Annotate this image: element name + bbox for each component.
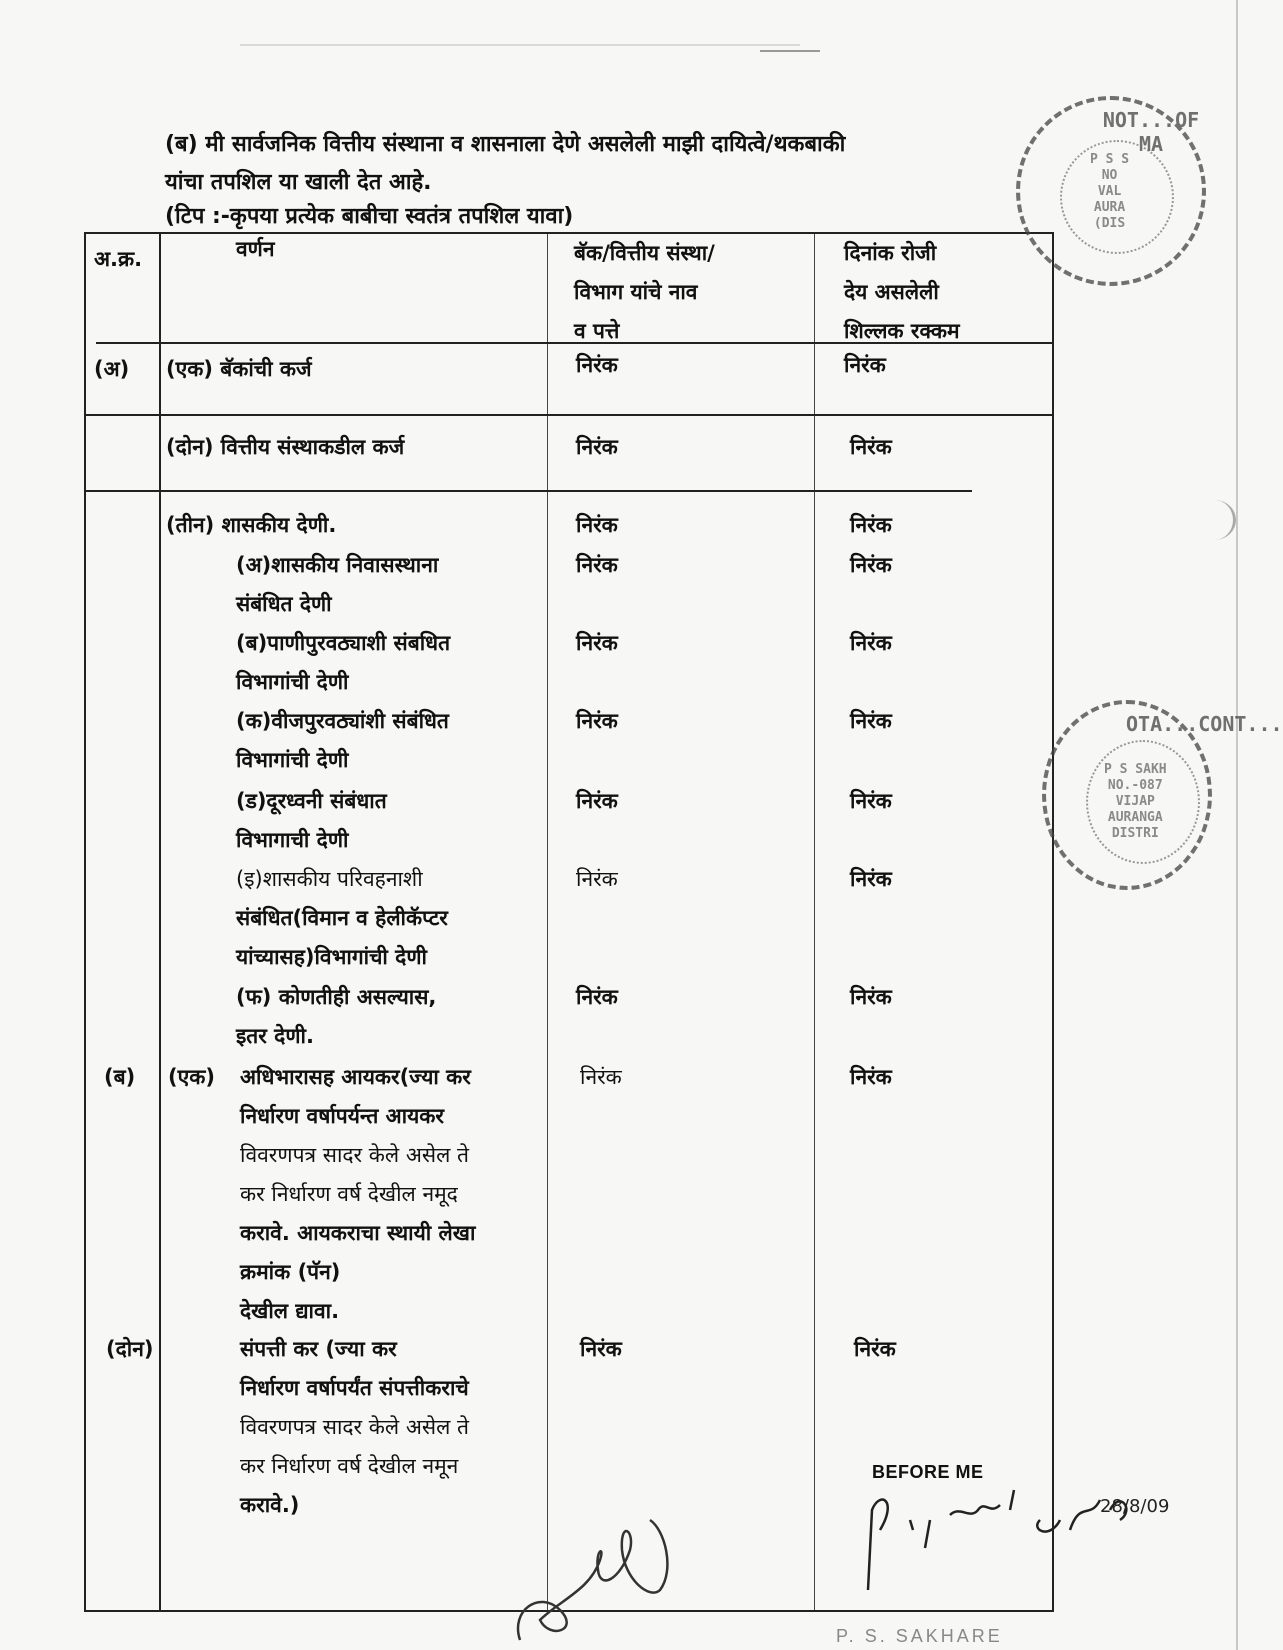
row-description: (फ) कोणतीही असल्यास, इतर देणी. [236, 985, 437, 1048]
scan-artifact [240, 44, 800, 50]
row-institution: निरंक [576, 513, 618, 537]
binder-hole [1193, 500, 1236, 540]
row-institution: निरंक [580, 1337, 622, 1361]
row-institution: निरंक [576, 553, 618, 577]
row-divider [86, 490, 972, 492]
row-balance: निरंक [850, 631, 892, 655]
header-institution: बॅक/वित्तीय संस्था/ विभाग यांचे नाव व पत्ते [574, 241, 715, 343]
row-institution: निरंक [576, 709, 618, 733]
header-balance: दिनांक रोजी देय असलेली शिल्लक रक्कम [844, 241, 960, 343]
row-balance: निरंक [850, 435, 892, 459]
header-serial: अ.क्र. [94, 247, 143, 271]
heading-line-2: यांचा तपशिल या खाली देत आहे. [165, 170, 432, 195]
row-institution: निरंक [580, 1065, 622, 1089]
row-description: (तीन) शासकीय देणी. [166, 513, 337, 537]
col-divider [547, 234, 548, 1610]
row-description: (दोन) वित्तीय संस्थाकडील कर्ज [166, 435, 405, 459]
liabilities-table [84, 232, 1054, 1612]
row-balance: निरंक [850, 709, 892, 733]
row-description: (ड)दूरध्वनी संबंधात विभागाची देणी [236, 789, 387, 852]
stamp-lines: P S S NO VAL AURA (DIS [1090, 152, 1130, 231]
signature-notary [850, 1480, 1170, 1600]
row-balance: निरंक [850, 553, 892, 577]
row-serial: (अ) [94, 357, 130, 381]
row-institution: निरंक [576, 985, 618, 1009]
row-serial: (दोन) [106, 1337, 154, 1361]
row-balance: निरंक [850, 789, 892, 813]
section-heading [165, 126, 845, 202]
row-description: (ब)पाणीपुरवठ्याशी संबधित विभागांची देणी [236, 631, 451, 694]
row-balance: निरंक [854, 1337, 896, 1361]
row-sub-serial: (एक) [168, 1065, 215, 1089]
notary-stamp-middle [1042, 700, 1283, 890]
row-balance: निरंक [850, 867, 892, 891]
row-description: (इ)शासकीय परिवहनाशी संबंधित(विमान व हेलीकॅप्टर यांच्यासह)विभागांची देणी [236, 867, 448, 969]
heading-line-1: (ब) मी सार्वजनिक वित्तीय संस्थाना व शासनाला देणे असलेली माझी दायित्वे/थकबाकी [165, 132, 846, 157]
header-description: वर्णन [236, 237, 275, 261]
stamp-ring-text: NOT...OF MA [1102, 108, 1200, 156]
row-institution: निरंक [576, 435, 618, 459]
scan-artifact [760, 50, 820, 52]
row-description: (अ)शासकीय निवासस्थाना संबंधित देणी [236, 553, 439, 616]
row-institution: निरंक [576, 789, 618, 813]
stamp-lines: P S SAKH NO.-087 VIJAP AURANGA DISTRI [1104, 762, 1167, 841]
col-divider [814, 234, 815, 1610]
row-institution: निरंक [576, 353, 618, 377]
notary-name: P. S. SAKHARE [836, 1626, 1003, 1646]
row-institution: निरंक [576, 867, 618, 891]
row-serial: (ब) [104, 1065, 136, 1089]
row-description: (एक) बॅकांची कर्ज [166, 357, 312, 381]
row-balance: निरंक [850, 1065, 892, 1089]
row-description: संपत्ती कर (ज्या कर निर्धारण वर्षापर्यंत संपत्तीकराचे विवरणपत्र सादर केले असेल ते कर निर्धारण वर्ष देखील नमून करावे.) [240, 1337, 469, 1517]
signature-deponent [500, 1490, 720, 1650]
row-balance: निरंक [844, 353, 886, 377]
notary-stamp-top [1016, 96, 1206, 286]
row-description: अधिभारासह आयकर(ज्या कर निर्धारण वर्षापर्यन्त आयकर विवरणपत्र सादर केले असेल ते कर निर्धारण वर्ष देखील नमूद करावे. आयकराचा स्थायी लेखा क्रमांक (पॅन) देखील द्यावा. [240, 1065, 476, 1323]
before-me-label: BEFORE ME [872, 1462, 984, 1482]
row-balance: निरंक [850, 985, 892, 1009]
col-divider [159, 234, 161, 1610]
row-divider [86, 414, 1052, 416]
stamp-ring-text: OTA...CONT... [1126, 712, 1283, 736]
row-description: (क)वीजपुरवठ्यांशी संबंधित विभागांची देणी [236, 709, 449, 772]
page-edge [1236, 0, 1238, 1650]
row-institution: निरंक [576, 631, 618, 655]
row-balance: निरंक [850, 513, 892, 537]
note: (टिप :-कृपया प्रत्येक बाबीचा स्वतंत्र तपशिल यावा) [165, 204, 574, 229]
signature-date: 28/8/09 [1100, 1496, 1170, 1517]
